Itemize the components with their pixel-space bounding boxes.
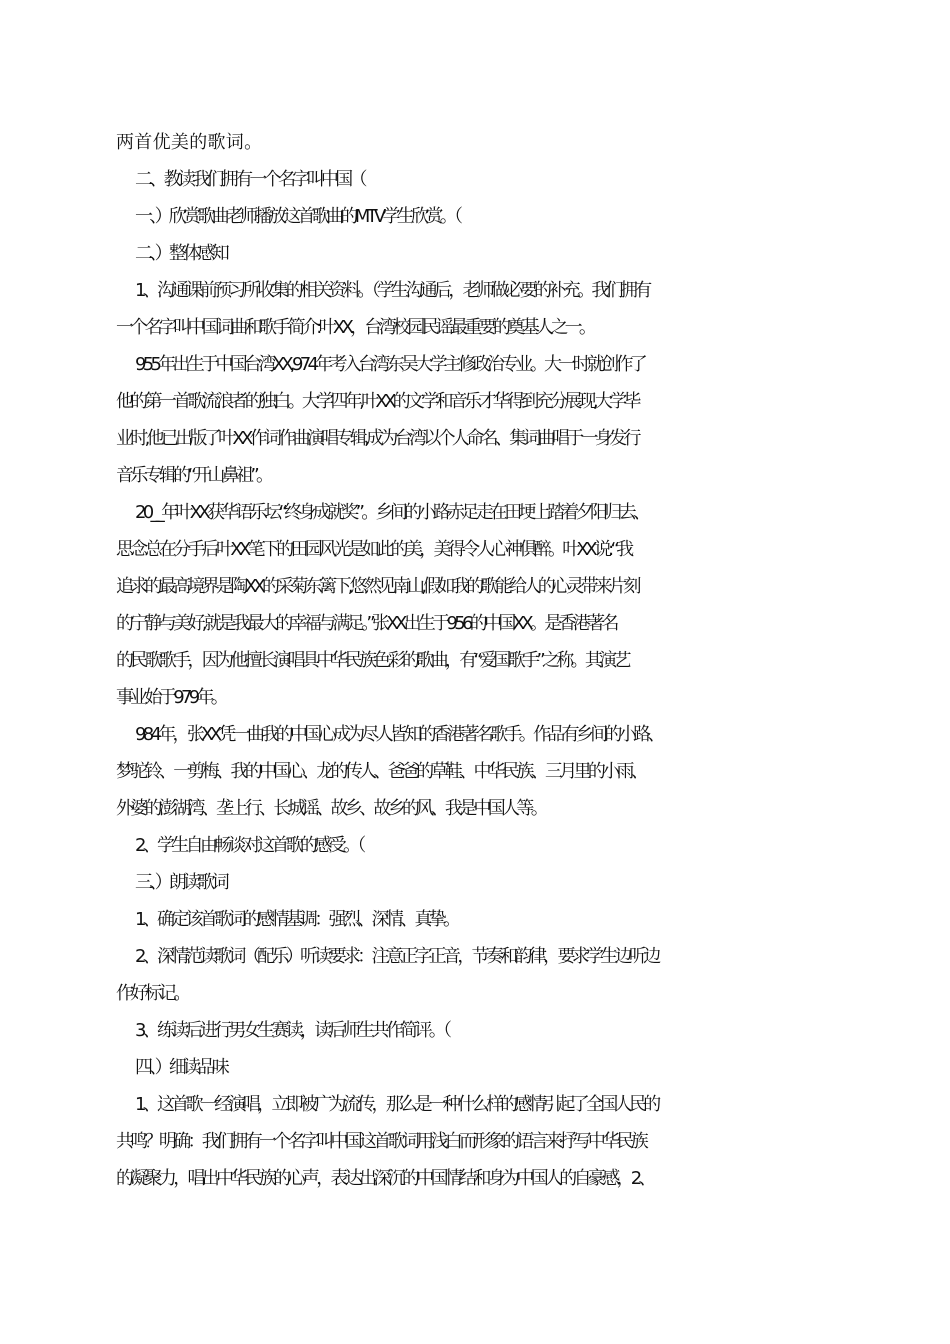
paragraph-p6: [116, 346, 836, 494]
text-line: 一、）欣赏歌曲老师播放这首歌曲的MTV学生欣赏。（: [135, 206, 460, 227]
text-line: 两首优美的歌词。: [116, 132, 263, 153]
text-line: 二、）整体感知: [135, 243, 227, 264]
text-line: 2、深情范读歌词（配乐）听读要求：注意正字正音，节奏和韵律，要求学生边听边: [135, 946, 658, 967]
text-line: 一个名字叫中国词曲和歌手简介:叶XX，台湾校园民谣最重要的奠基人之一。: [116, 317, 594, 338]
text-line: 四、）细读品味: [135, 1057, 227, 1078]
text-line: 二、教读我们拥有一个名字叫中国（: [135, 169, 364, 190]
paragraph-p12: [116, 938, 836, 1012]
text-line: 2、学生自由畅谈对这首歌的感受。（: [135, 835, 363, 856]
paragraph-p5: [116, 272, 836, 346]
paragraph-p2: [116, 161, 836, 198]
text-line: 20__年叶XX获华语乐坛“终身成就奖”。乡间的小路赤足走在田埂上踏着夕阳归去、: [135, 502, 648, 523]
paragraph-p3: [116, 198, 836, 235]
text-line: 共鸣？明确：我们拥有一个名字叫中国这首歌词用浅白而形象的语言来抒写中华民族: [116, 1131, 646, 1152]
paragraph-p9: [116, 827, 836, 864]
paragraph-p1: [116, 124, 836, 161]
text-line: 事业始于979年。: [116, 687, 226, 708]
text-line: 1、这首歌一经演唱，立即被广为流传，那么是一种什么样的感情引起了全国人民的: [135, 1094, 658, 1115]
paragraph-p14: [116, 1049, 836, 1086]
paragraph-p7: [116, 494, 836, 716]
text-line: 的民歌歌手，因为他擅长演唱具中华民族色彩的歌曲，有“爱国歌手”之称。其演艺: [116, 650, 628, 671]
paragraph-p10: [116, 864, 836, 901]
text-line: 他的第一首歌流浪者的独白。大学四年,叶XX的文学和音乐才华得到充分展现,大学毕: [116, 391, 638, 412]
paragraph-p11: [116, 901, 836, 938]
text-line: 984年，张XX凭一曲我的中国心成为尽人皆知的香港著名歌手。作品有乡间的小路、: [135, 724, 662, 745]
text-line: 955年出生于中国台湾XX,974年考入台湾东吴大学主修政治专业。大一时就创作了: [135, 354, 645, 375]
text-line: 1、确定该首歌词的感情基调：强烈、深情、真挚。: [135, 909, 458, 930]
paragraph-p4: [116, 235, 836, 272]
paragraph-p8: [116, 716, 836, 827]
document-body: [116, 124, 836, 1197]
text-line: 3、练读后进行男女生赛读，读后师生共作简评。（: [135, 1020, 449, 1041]
text-line: 的宁静与美好,就是我最大的幸福与满足。”张XX出生于956的中国XX。是香港著名: [116, 613, 616, 634]
paragraph-p15: [116, 1086, 836, 1197]
text-line: 作好标记。: [116, 983, 188, 1004]
paragraph-p13: [116, 1012, 836, 1049]
text-line: 三、）朗读歌词: [135, 872, 227, 893]
text-line: 的凝聚力，唱出中华民族的心声，表达出深沉的中国情结和身为中国人的自豪感，2、: [116, 1168, 653, 1189]
text-line: 业时,他已出版了叶XX作词作曲演唱专辑,成为台湾以个人命名、集词曲唱于一身发行: [116, 428, 638, 449]
text-line: 音乐专辑的“开山鼻祖”。: [116, 465, 271, 486]
text-line: 1、沟通课前预习所收集的相关资料。（学生沟通后，老师做必要的补充。我们拥有: [135, 280, 649, 301]
text-line: 梦驼铃、一剪梅、我的中国心、龙的传人、爸爸的草鞋、中华民族、三月里的小雨、: [116, 761, 646, 782]
text-line: 外婆的澎湖湾、垄上行、长城谣、故乡、故乡的风、我是中国人等。: [116, 798, 545, 819]
text-line: 思念总在分手后叶XX笔下的田园风光是如此的美，美得令人心神俱醉。叶XX说:“我: [116, 539, 631, 560]
text-line: 追求的最高境界是陶XX的采菊东篱下,悠然见南山,假如我的歌能给人的心灵带来片刻: [116, 576, 638, 597]
